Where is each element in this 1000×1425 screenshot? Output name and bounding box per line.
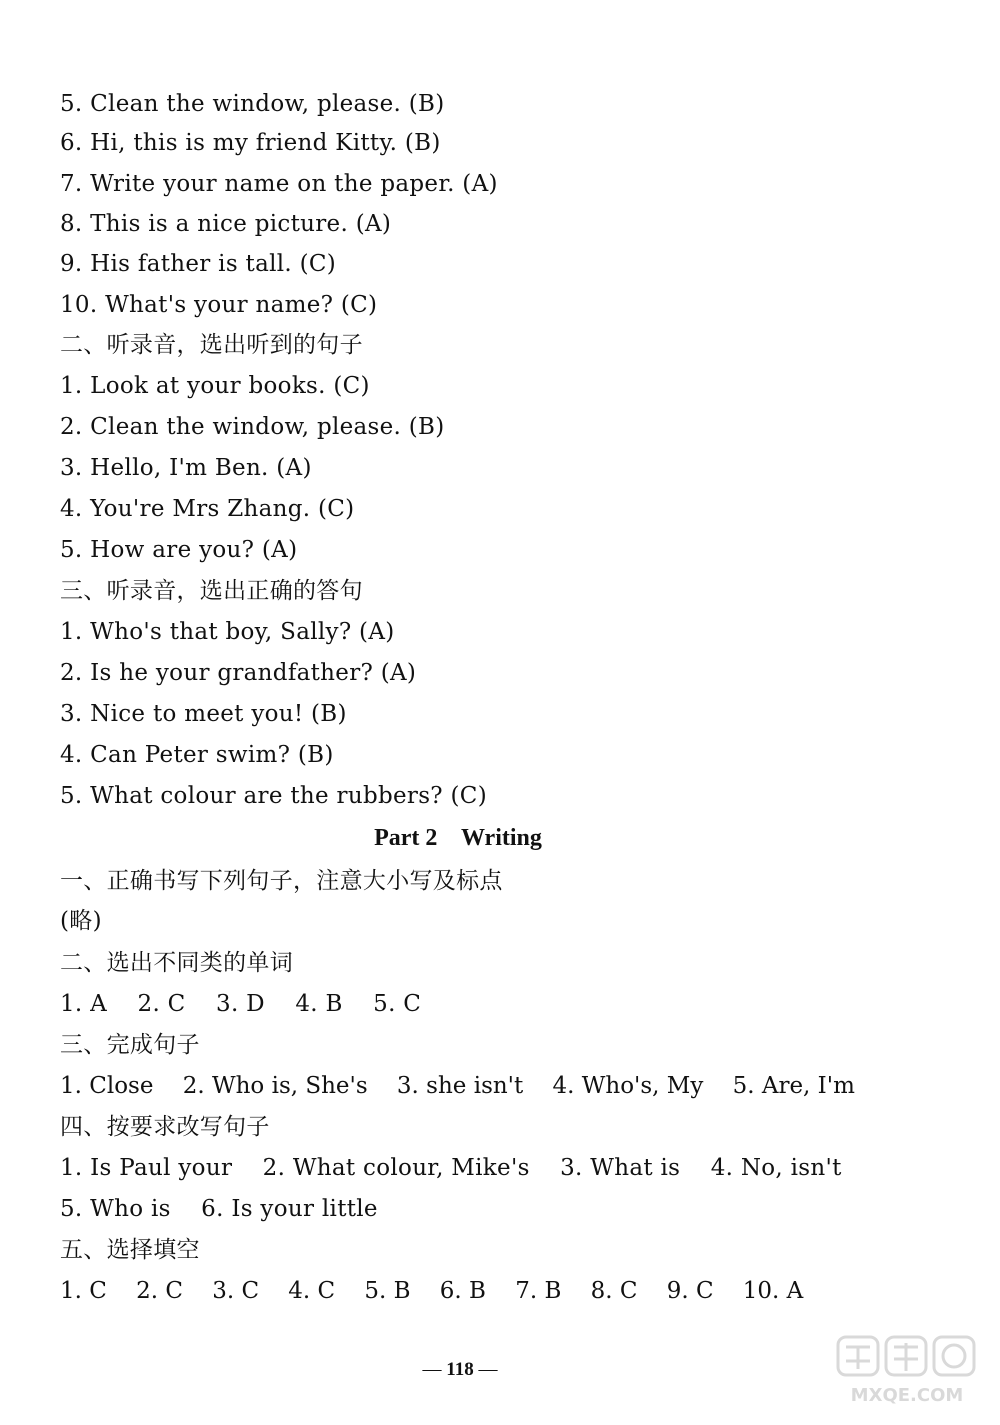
answer-line: 5. How are you? (A) — [60, 537, 298, 563]
page-number-dash: — — [422, 1359, 442, 1380]
answer-line: 2. Is he your grandfather? (A) — [60, 660, 417, 686]
page-number — [400, 1358, 520, 1382]
section-heading: 五、选择填空 — [60, 1237, 200, 1263]
answer-line: 5. Who is 6. Is your little — [60, 1196, 378, 1222]
section-heading: 二、选出不同类的单词 — [60, 950, 293, 976]
answer-line: 2. Clean the window, please. (B) — [60, 414, 445, 440]
answer-line: 8. This is a nice picture. (A) — [60, 211, 392, 237]
answer-line: 3. Nice to meet you! (B) — [60, 701, 347, 727]
answer-line: 9. His father is tall. (C) — [60, 251, 337, 277]
answer-line: 1. Who's that boy, Sally? (A) — [60, 619, 395, 645]
page-number-value: 118 — [446, 1359, 474, 1380]
answer-line: 1. C 2. C 3. C 4. C 5. B 6. B 7. B 8. C 9. C 10. A — [60, 1278, 804, 1304]
answer-line: 5. What colour are the rubbers? (C) — [60, 783, 487, 809]
answer-line: 1. Look at your books. (C) — [60, 373, 370, 399]
answer-line: 1. A 2. C 3. D 4. B 5. C — [60, 991, 422, 1017]
section-heading: 三、完成句子 — [60, 1032, 200, 1058]
answer-line: 4. Can Peter swim? (B) — [60, 742, 334, 768]
answer-stamp-icon — [832, 1333, 982, 1411]
answer-line: 4. You're Mrs Zhang. (C) — [60, 496, 355, 522]
watermark-text: MXQE.COM — [850, 1385, 964, 1406]
answer-line: 6. Hi, this is my friend Kitty. (B) — [60, 130, 441, 156]
section-heading: 二、听录音，选出听到的句子 — [60, 332, 363, 358]
answer-line: 5. Clean the window, please. (B) — [60, 91, 445, 117]
answer-line: 10. What's your name? (C) — [60, 292, 378, 318]
answer-line: 7. Write your name on the paper. (A) — [60, 171, 498, 197]
answer-line: 1. Is Paul your 2. What colour, Mike's 3. What is 4. No, isn't — [60, 1155, 842, 1181]
part-title: Part 2 Writing — [374, 825, 542, 851]
answer-line: 1. Close 2. Who is, She's 3. she isn't 4. Who's, My 5. Are, I'm — [60, 1073, 855, 1099]
answer-line: 3. Hello, I'm Ben. (A) — [60, 455, 312, 481]
page-number-dash: — — [478, 1359, 498, 1380]
answer-line: (略) — [60, 908, 102, 934]
section-heading: 一、正确书写下列句子，注意大小写及标点 — [60, 868, 503, 894]
section-heading: 三、听录音，选出正确的答句 — [60, 578, 363, 604]
section-heading: 四、按要求改写句子 — [60, 1114, 270, 1140]
